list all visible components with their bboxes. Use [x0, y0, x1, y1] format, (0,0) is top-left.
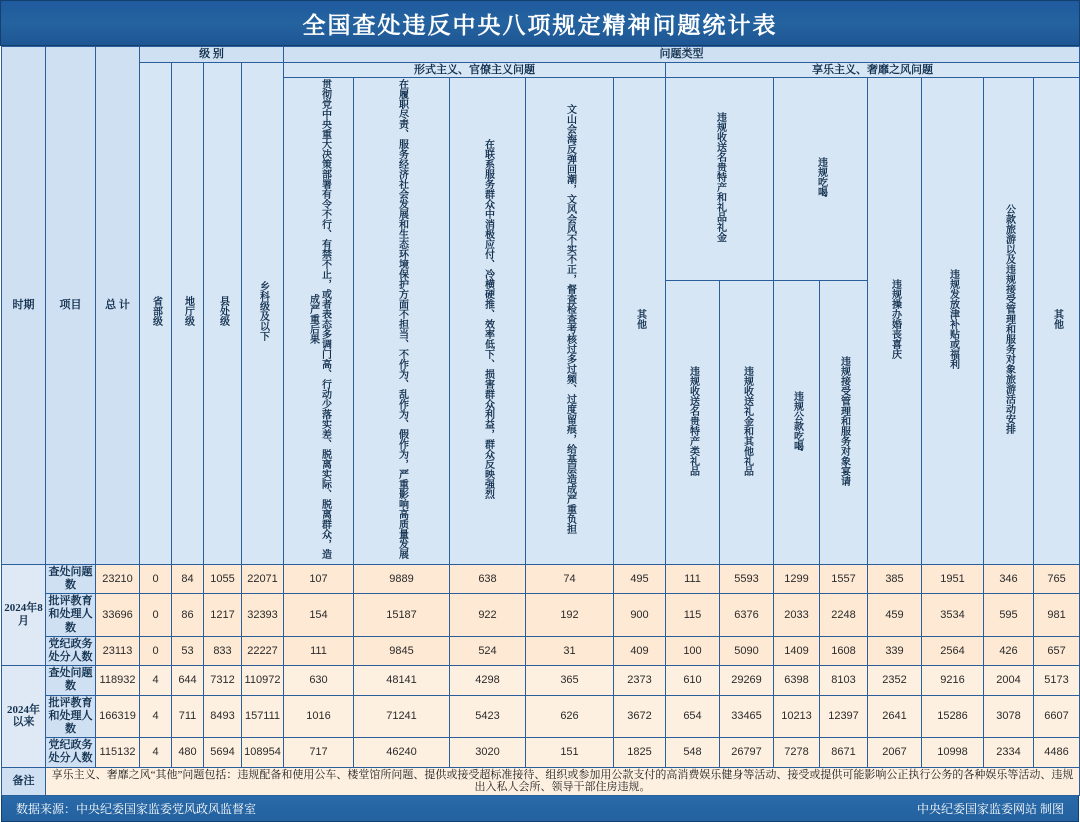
- cell-level: 108954: [242, 738, 284, 767]
- cell-formalism: 630: [284, 666, 354, 695]
- cell-hedonism: 610: [666, 666, 720, 695]
- cell-hedonism: 1409: [774, 636, 820, 665]
- cell-level: 0: [140, 636, 172, 665]
- header-item: 项目: [46, 47, 96, 565]
- header-formalism-col-4: 文山会海反弹回潮，文风会风不实不正，督查检查考核过多过频、过度留痕，给基层造成严重负担: [526, 78, 614, 565]
- cell-formalism: 638: [450, 564, 526, 593]
- cell-hedonism: 1299: [774, 564, 820, 593]
- header-formalism-col-other: 其他: [614, 78, 666, 565]
- cell-formalism: 524: [450, 636, 526, 665]
- cell-formalism: 2373: [614, 666, 666, 695]
- header-level-group: 级 别: [140, 47, 284, 63]
- cell-hedonism: 5090: [720, 636, 774, 665]
- table-row: [2, 564, 1080, 593]
- header-hedonism-wedding: 违规操办婚丧喜庆: [868, 78, 922, 565]
- cell-formalism: 74: [526, 564, 614, 593]
- header-level-diting: 地厅级: [172, 62, 204, 564]
- cell-hedonism: 1951: [922, 564, 984, 593]
- cell-level: 5694: [204, 738, 242, 767]
- header-formalism-col-3: 在联系服务群众中消极应付、冷横硬推、效率低下、损害群众利益，群众反映强烈: [450, 78, 526, 565]
- header-hedonism-allowance: 违规发放津补贴或福利: [922, 78, 984, 565]
- cell-formalism: 111: [284, 636, 354, 665]
- cell-formalism: 192: [526, 594, 614, 637]
- cell-formalism: 107: [284, 564, 354, 593]
- cell-formalism: 15187: [354, 594, 450, 637]
- cell-hedonism: 385: [868, 564, 922, 593]
- cell-level: 480: [172, 738, 204, 767]
- cell-level: 157111: [242, 695, 284, 738]
- header-row-2: [2, 62, 1080, 78]
- header-hedonism-drink: 违规吃喝: [774, 78, 868, 281]
- table-row: [2, 666, 1080, 695]
- cell-level: 7312: [204, 666, 242, 695]
- header-hedonism-other: 其他: [1034, 78, 1080, 565]
- cell-hedonism: 8671: [820, 738, 868, 767]
- cell-hedonism: 346: [984, 564, 1034, 593]
- cell-hedonism: 1608: [820, 636, 868, 665]
- cell-hedonism: 548: [666, 738, 720, 767]
- cell-hedonism: 2033: [774, 594, 820, 637]
- header-row-1: [2, 47, 1080, 63]
- item-label-1-0: 查处问题数: [46, 666, 96, 695]
- note-text: 享乐主义、奢靡之风“其他”问题包括：违规配备和使用公车、楼堂馆所问题、提供或接受超标准接待、组织或参加用公款支付的高消费娱乐健身等活动、接受或提供可能影响公正执行公务的各种娱乐等活动、违规出入私人会所、领导干部住房违规。: [46, 767, 1080, 795]
- cell-formalism: 1825: [614, 738, 666, 767]
- cell-total: 166319: [96, 695, 140, 738]
- item-label-0-1: 批评教育和处理人数: [46, 594, 96, 637]
- cell-hedonism: 9216: [922, 666, 984, 695]
- cell-total: 33696: [96, 594, 140, 637]
- cell-hedonism: 8103: [820, 666, 868, 695]
- cell-formalism: 9845: [354, 636, 450, 665]
- cell-hedonism: 5173: [1034, 666, 1080, 695]
- footer-credit: 中央纪委国家监委网站 制图: [916, 801, 1064, 816]
- cell-hedonism: 2641: [868, 695, 922, 738]
- cell-formalism: 1016: [284, 695, 354, 738]
- cell-hedonism: 2067: [868, 738, 922, 767]
- period-label-0: 2024年8月: [2, 564, 46, 665]
- cell-hedonism: 2248: [820, 594, 868, 637]
- header-hedonism-travel: 公款旅游以及违规接受管理和服务对象旅游活动安排: [984, 78, 1034, 565]
- cell-hedonism: 4486: [1034, 738, 1080, 767]
- header-level-sheng: 省部级: [140, 62, 172, 564]
- cell-total: 23113: [96, 636, 140, 665]
- table-row: [2, 695, 1080, 738]
- cell-hedonism: 6398: [774, 666, 820, 695]
- cell-formalism: 4298: [450, 666, 526, 695]
- cell-hedonism: 654: [666, 695, 720, 738]
- table-row: [2, 594, 1080, 637]
- cell-formalism: 626: [526, 695, 614, 738]
- cell-hedonism: 3078: [984, 695, 1034, 738]
- header-level-xianchu: 县处级: [204, 62, 242, 564]
- cell-hedonism: 115: [666, 594, 720, 637]
- cell-level: 0: [140, 594, 172, 637]
- cell-level: 833: [204, 636, 242, 665]
- cell-level: 110972: [242, 666, 284, 695]
- cell-level: 22227: [242, 636, 284, 665]
- cell-hedonism: 6376: [720, 594, 774, 637]
- statistics-table: [1, 46, 1080, 796]
- cell-formalism: 922: [450, 594, 526, 637]
- cell-level: 0: [140, 564, 172, 593]
- cell-hedonism: 7278: [774, 738, 820, 767]
- cell-hedonism: 2334: [984, 738, 1034, 767]
- cell-hedonism: 12397: [820, 695, 868, 738]
- cell-level: 644: [172, 666, 204, 695]
- note-row: [2, 767, 1080, 795]
- header-gift-sub-2: 违规收送礼金和其他礼品: [720, 281, 774, 565]
- cell-total: 115132: [96, 738, 140, 767]
- period-label-1: 2024年以来: [2, 666, 46, 767]
- cell-level: 4: [140, 666, 172, 695]
- cell-hedonism: 29269: [720, 666, 774, 695]
- note-label: 备注: [2, 767, 46, 795]
- item-label-0-0: 查处问题数: [46, 564, 96, 593]
- header-level-xiangke: 乡科级及以下: [242, 62, 284, 564]
- page-title-bar: [0, 0, 1080, 46]
- cell-formalism: 151: [526, 738, 614, 767]
- cell-hedonism: 595: [984, 594, 1034, 637]
- cell-level: 53: [172, 636, 204, 665]
- cell-level: 22071: [242, 564, 284, 593]
- cell-hedonism: 2004: [984, 666, 1034, 695]
- cell-hedonism: 459: [868, 594, 922, 637]
- cell-formalism: 154: [284, 594, 354, 637]
- cell-level: 86: [172, 594, 204, 637]
- header-period: 时期: [2, 47, 46, 565]
- page-title: 全国查处违反中央八项规定精神问题统计表: [302, 12, 778, 38]
- cell-level: 32393: [242, 594, 284, 637]
- cell-hedonism: 426: [984, 636, 1034, 665]
- header-group-hedonism: 享乐主义、奢靡之风问题: [666, 62, 1080, 78]
- header-hedonism-gift: 违规收送名贵特产和礼品礼金: [666, 78, 774, 281]
- cell-formalism: 717: [284, 738, 354, 767]
- cell-hedonism: 765: [1034, 564, 1080, 593]
- cell-hedonism: 657: [1034, 636, 1080, 665]
- cell-formalism: 3672: [614, 695, 666, 738]
- cell-formalism: 365: [526, 666, 614, 695]
- cell-hedonism: 2352: [868, 666, 922, 695]
- cell-total: 118932: [96, 666, 140, 695]
- header-formalism-col-2: 在履职尽责、服务经济社会发展和生态环境保护方面不担当、不作为、乱作为、假作为，严重影响高质量发展: [354, 78, 450, 565]
- cell-hedonism: 26797: [720, 738, 774, 767]
- cell-formalism: 48141: [354, 666, 450, 695]
- cell-formalism: 9889: [354, 564, 450, 593]
- header-formalism-col-1: 贯彻党中央重大决策部署有令不行、有禁不止，或者表态多调门高、行动少落实差、脱离实际、脱离群众，造成严重后果: [284, 78, 354, 565]
- cell-formalism: 31: [526, 636, 614, 665]
- cell-level: 1217: [204, 594, 242, 637]
- cell-level: 84: [172, 564, 204, 593]
- cell-total: 23210: [96, 564, 140, 593]
- cell-level: 4: [140, 738, 172, 767]
- header-problem-type: 问题类型: [284, 47, 1080, 63]
- cell-hedonism: 111: [666, 564, 720, 593]
- header-drink-sub-1: 违规公款吃喝: [774, 281, 820, 565]
- footer-bar: [1, 796, 1079, 822]
- cell-hedonism: 2564: [922, 636, 984, 665]
- item-label-0-2: 党纪政务处分人数: [46, 636, 96, 665]
- cell-formalism: 46240: [354, 738, 450, 767]
- item-label-1-1: 批评教育和处理人数: [46, 695, 96, 738]
- cell-level: 8493: [204, 695, 242, 738]
- cell-hedonism: 15286: [922, 695, 984, 738]
- cell-hedonism: 339: [868, 636, 922, 665]
- header-gift-sub-1: 违规收送名贵特产类礼品: [666, 281, 720, 565]
- table-row: [2, 738, 1080, 767]
- cell-hedonism: 100: [666, 636, 720, 665]
- table-row: [2, 636, 1080, 665]
- cell-hedonism: 3534: [922, 594, 984, 637]
- cell-formalism: 900: [614, 594, 666, 637]
- cell-formalism: 409: [614, 636, 666, 665]
- cell-hedonism: 6607: [1034, 695, 1080, 738]
- footer-source: 数据来源：中央纪委国家监委党风政风监督室: [16, 801, 257, 816]
- header-group-formalism: 形式主义、官僚主义问题: [284, 62, 666, 78]
- cell-level: 4: [140, 695, 172, 738]
- item-label-1-2: 党纪政务处分人数: [46, 738, 96, 767]
- header-drink-sub-2: 违规接受管理和服务对象宴请: [820, 281, 868, 565]
- cell-formalism: 5423: [450, 695, 526, 738]
- cell-formalism: 3020: [450, 738, 526, 767]
- header-total: 总 计: [96, 47, 140, 565]
- cell-hedonism: 10998: [922, 738, 984, 767]
- cell-level: 711: [172, 695, 204, 738]
- cell-hedonism: 981: [1034, 594, 1080, 637]
- cell-formalism: 71241: [354, 695, 450, 738]
- cell-hedonism: 5593: [720, 564, 774, 593]
- cell-hedonism: 10213: [774, 695, 820, 738]
- cell-formalism: 495: [614, 564, 666, 593]
- cell-hedonism: 33465: [720, 695, 774, 738]
- cell-hedonism: 1557: [820, 564, 868, 593]
- cell-level: 1055: [204, 564, 242, 593]
